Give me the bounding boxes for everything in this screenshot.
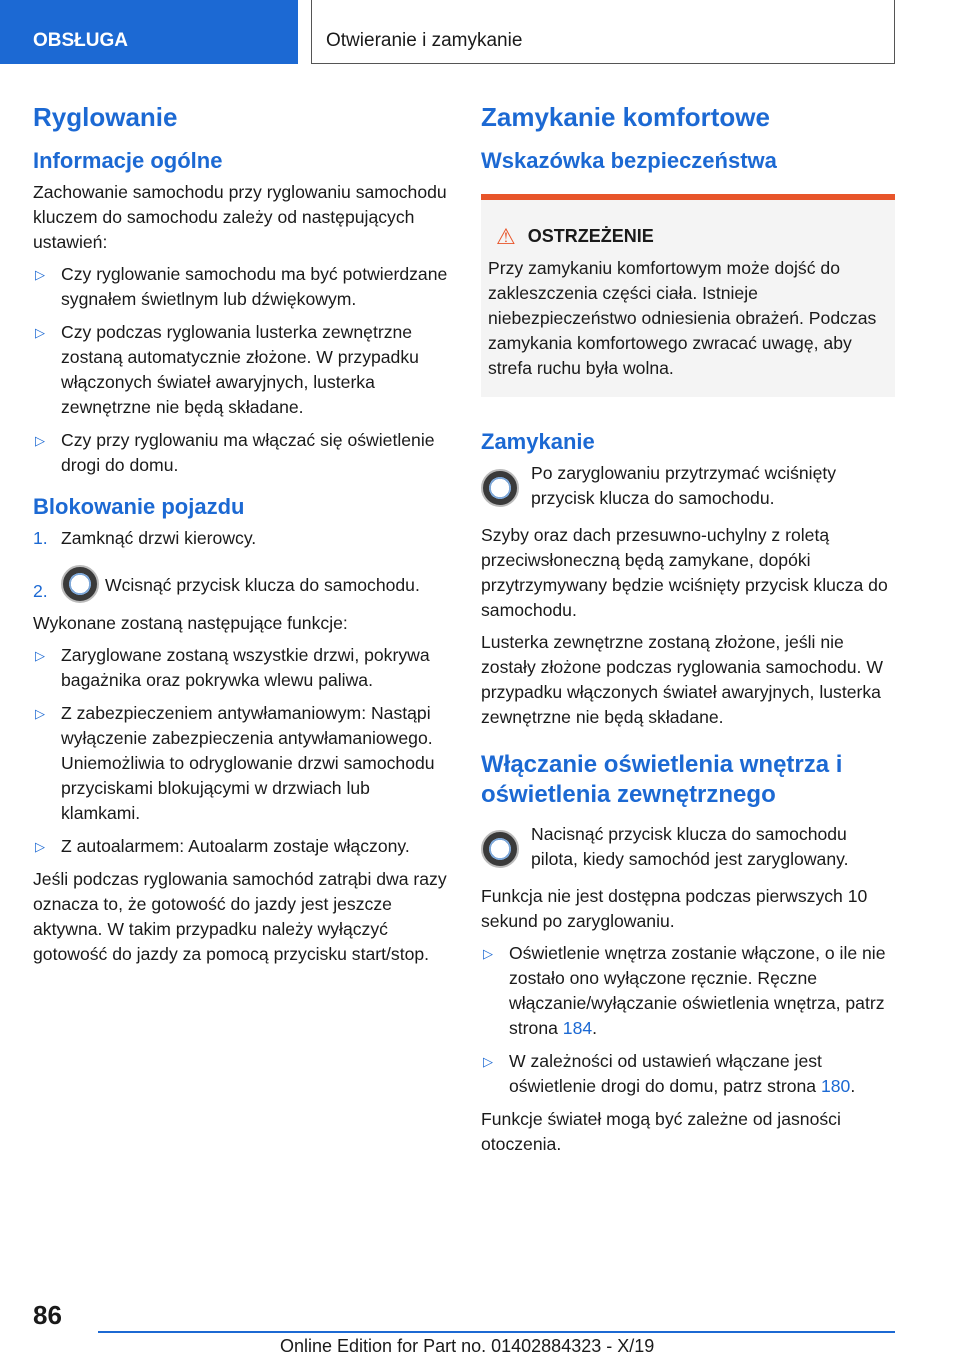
- wlaczanie-button-row: [481, 822, 895, 872]
- wlaczanie-bullet-list: [481, 941, 895, 1099]
- list-item: ▷ Czy podczas ryglowania lusterka zewnętrzne zostaną automatycznie złożone. W przypadku włączonych świateł awaryjnych, lusterka zewnętrzne nie będą składane.: [35, 322, 419, 417]
- step-number: 1.: [33, 528, 48, 548]
- bmw-key-button-icon: [481, 469, 519, 507]
- page-link-180[interactable]: 180: [820, 1076, 851, 1096]
- functions-bullet-list: [33, 643, 448, 859]
- final-paragraph: Funkcje świateł mogą być zależne od jasności otoczenia.: [481, 1109, 841, 1154]
- zamykanie-button-row: [481, 461, 895, 511]
- functions-intro: Wykonane zostaną następujące funkcje:: [33, 613, 348, 633]
- triangle-bullet-icon: ▷: [35, 433, 45, 448]
- list-item: ▷ Z autoalarmem: Autoalarm zostaje włączony.: [33, 834, 448, 859]
- zamykanie-button-text: Po zaryglowaniu przytrzymać wciśnięty przycisk klucza do samochodu.: [531, 463, 837, 508]
- triangle-bullet-icon: ▷: [35, 706, 45, 721]
- warning-text: Przy zamykaniu komfortowym może dojść do zakleszczenia części ciała. Istnieje niebezpieczeństwo odniesienia obrażeń. Podczas zamykania komfortowego zwracać uwagę, aby strefa ruchu była wolna.: [488, 258, 877, 378]
- triangle-bullet-icon: ▷: [35, 267, 45, 282]
- zamykanie-paragraph-2: Lusterka zewnętrzne zostaną złożone, jeśli nie zostały złożone podczas ryglowania samochodu. W przypadku włączonych świateł awaryjnych, lusterka zewnętrzne nie będą składane.: [481, 632, 883, 727]
- step-item: 1. Zamknąć drzwi kierowcy.: [33, 526, 448, 551]
- left-column: [33, 100, 448, 974]
- zamykanie-paragraph-1: Szyby oraz dach przesuwno-uchylny z roletą przeciwsłoneczną będą zamykane, dopóki przytrzymywany będzie wciśnięty przycisk klucza do samochodu.: [481, 525, 888, 620]
- page-number: 86: [33, 1300, 62, 1330]
- chapter-label: Otwieranie i zamykanie: [326, 30, 523, 51]
- wlaczanie-button-text: Nacisnąć przycisk klucza do samochodu pilota, kiedy samochód jest zaryglowany.: [531, 824, 849, 869]
- header-chapter-tab: [311, 0, 895, 64]
- info-bullet-list: [33, 262, 448, 478]
- triangle-bullet-icon: ▷: [35, 648, 45, 663]
- bmw-key-button-icon: [61, 565, 99, 603]
- bmw-key-button-icon: [481, 830, 519, 868]
- heading-wlaczanie-oswietlenia: Włączanie oświetlenia wnętrza i oświetlenia zewnętrznego: [481, 751, 843, 808]
- triangle-bullet-icon: ▷: [35, 325, 45, 340]
- wlaczanie-paragraph: Funkcja nie jest dostępna podczas pierwszych 10 sekund po zaryglowaniu.: [481, 886, 868, 931]
- list-item: ▷ W zależności od ustawień włączane jest oświetlenie drogi do domu, patrz strona 180.: [483, 1051, 856, 1096]
- footer-edition: Online Edition for Part no. 01402884323 - X/19: [280, 1336, 655, 1356]
- warning-box: [481, 194, 895, 397]
- footer-rule: [98, 1331, 895, 1333]
- heading-informacje-ogolne: Informacje ogólne: [33, 148, 223, 173]
- list-item: ▷ Zaryglowane zostaną wszystkie drzwi, pokrywa bagażnika oraz pokrywka wlewu paliwa.: [35, 645, 430, 690]
- page-link-184[interactable]: 184: [562, 1018, 593, 1038]
- right-column: [481, 100, 895, 1164]
- list-item: ▷ Oświetlenie wnętrza zostanie włączone, o ile nie zostało ono wyłączone ręcznie. Ręczne włączanie/wyłączanie oświetlenia wnętrza, patrz strona 184.: [483, 943, 886, 1038]
- heading-zamykanie-komfortowe: Zamykanie komfortowe: [481, 102, 770, 132]
- info-paragraph: Zachowanie samochodu przy ryglowaniu samochodu kluczem do samochodu zależy od następujących ustawień:: [33, 182, 447, 252]
- section-label: OBSŁUGA: [33, 30, 128, 51]
- warning-triangle-icon: ⚠: [496, 224, 516, 249]
- triangle-bullet-icon: ▷: [483, 946, 493, 961]
- list-item: ▷ Czy przy ryglowaniu ma włączać się oświetlenie drogi do domu.: [35, 430, 435, 475]
- warning-title: ⚠ OSTRZEŻENIE: [496, 224, 654, 249]
- heading-wskazowka-bezpieczenstwa: Wskazówka bezpieczeństwa: [481, 148, 777, 173]
- heading-zamykanie: Zamykanie: [481, 429, 595, 454]
- step-number: 2.: [33, 581, 48, 601]
- header-section-tab: [0, 0, 298, 64]
- heading-blokowanie-pojazdu: Blokowanie pojazdu: [33, 494, 245, 519]
- triangle-bullet-icon: ▷: [483, 1054, 493, 1069]
- list-item: ▷ Z zabezpieczeniem antywłamaniowym: Nastąpi wyłączenie zabezpieczenia antywłamaniowego. Uniemożliwia to odryglowanie drzwi samochodu przyciskami blokującymi w drzwiach lub klamkami.: [35, 703, 435, 823]
- list-item: ▷ Czy ryglowanie samochodu ma być potwierdzane sygnałem świetlnym lub dźwiękowym.: [35, 264, 448, 309]
- triangle-bullet-icon: ▷: [35, 839, 45, 854]
- step-item: 2. Wcisnąć przycisk klucza do samochodu.: [33, 565, 448, 603]
- heading-ryglowanie: Ryglowanie: [33, 102, 178, 132]
- closing-paragraph: Jeśli podczas ryglowania samochód zatrąbi dwa razy oznacza to, że gotowość do jazdy jest jeszcze aktywna. W takim przypadku należy wyłączyć gotowość do jazdy za pomocą przycisku start/stop.: [33, 869, 447, 964]
- step-list: [33, 526, 448, 603]
